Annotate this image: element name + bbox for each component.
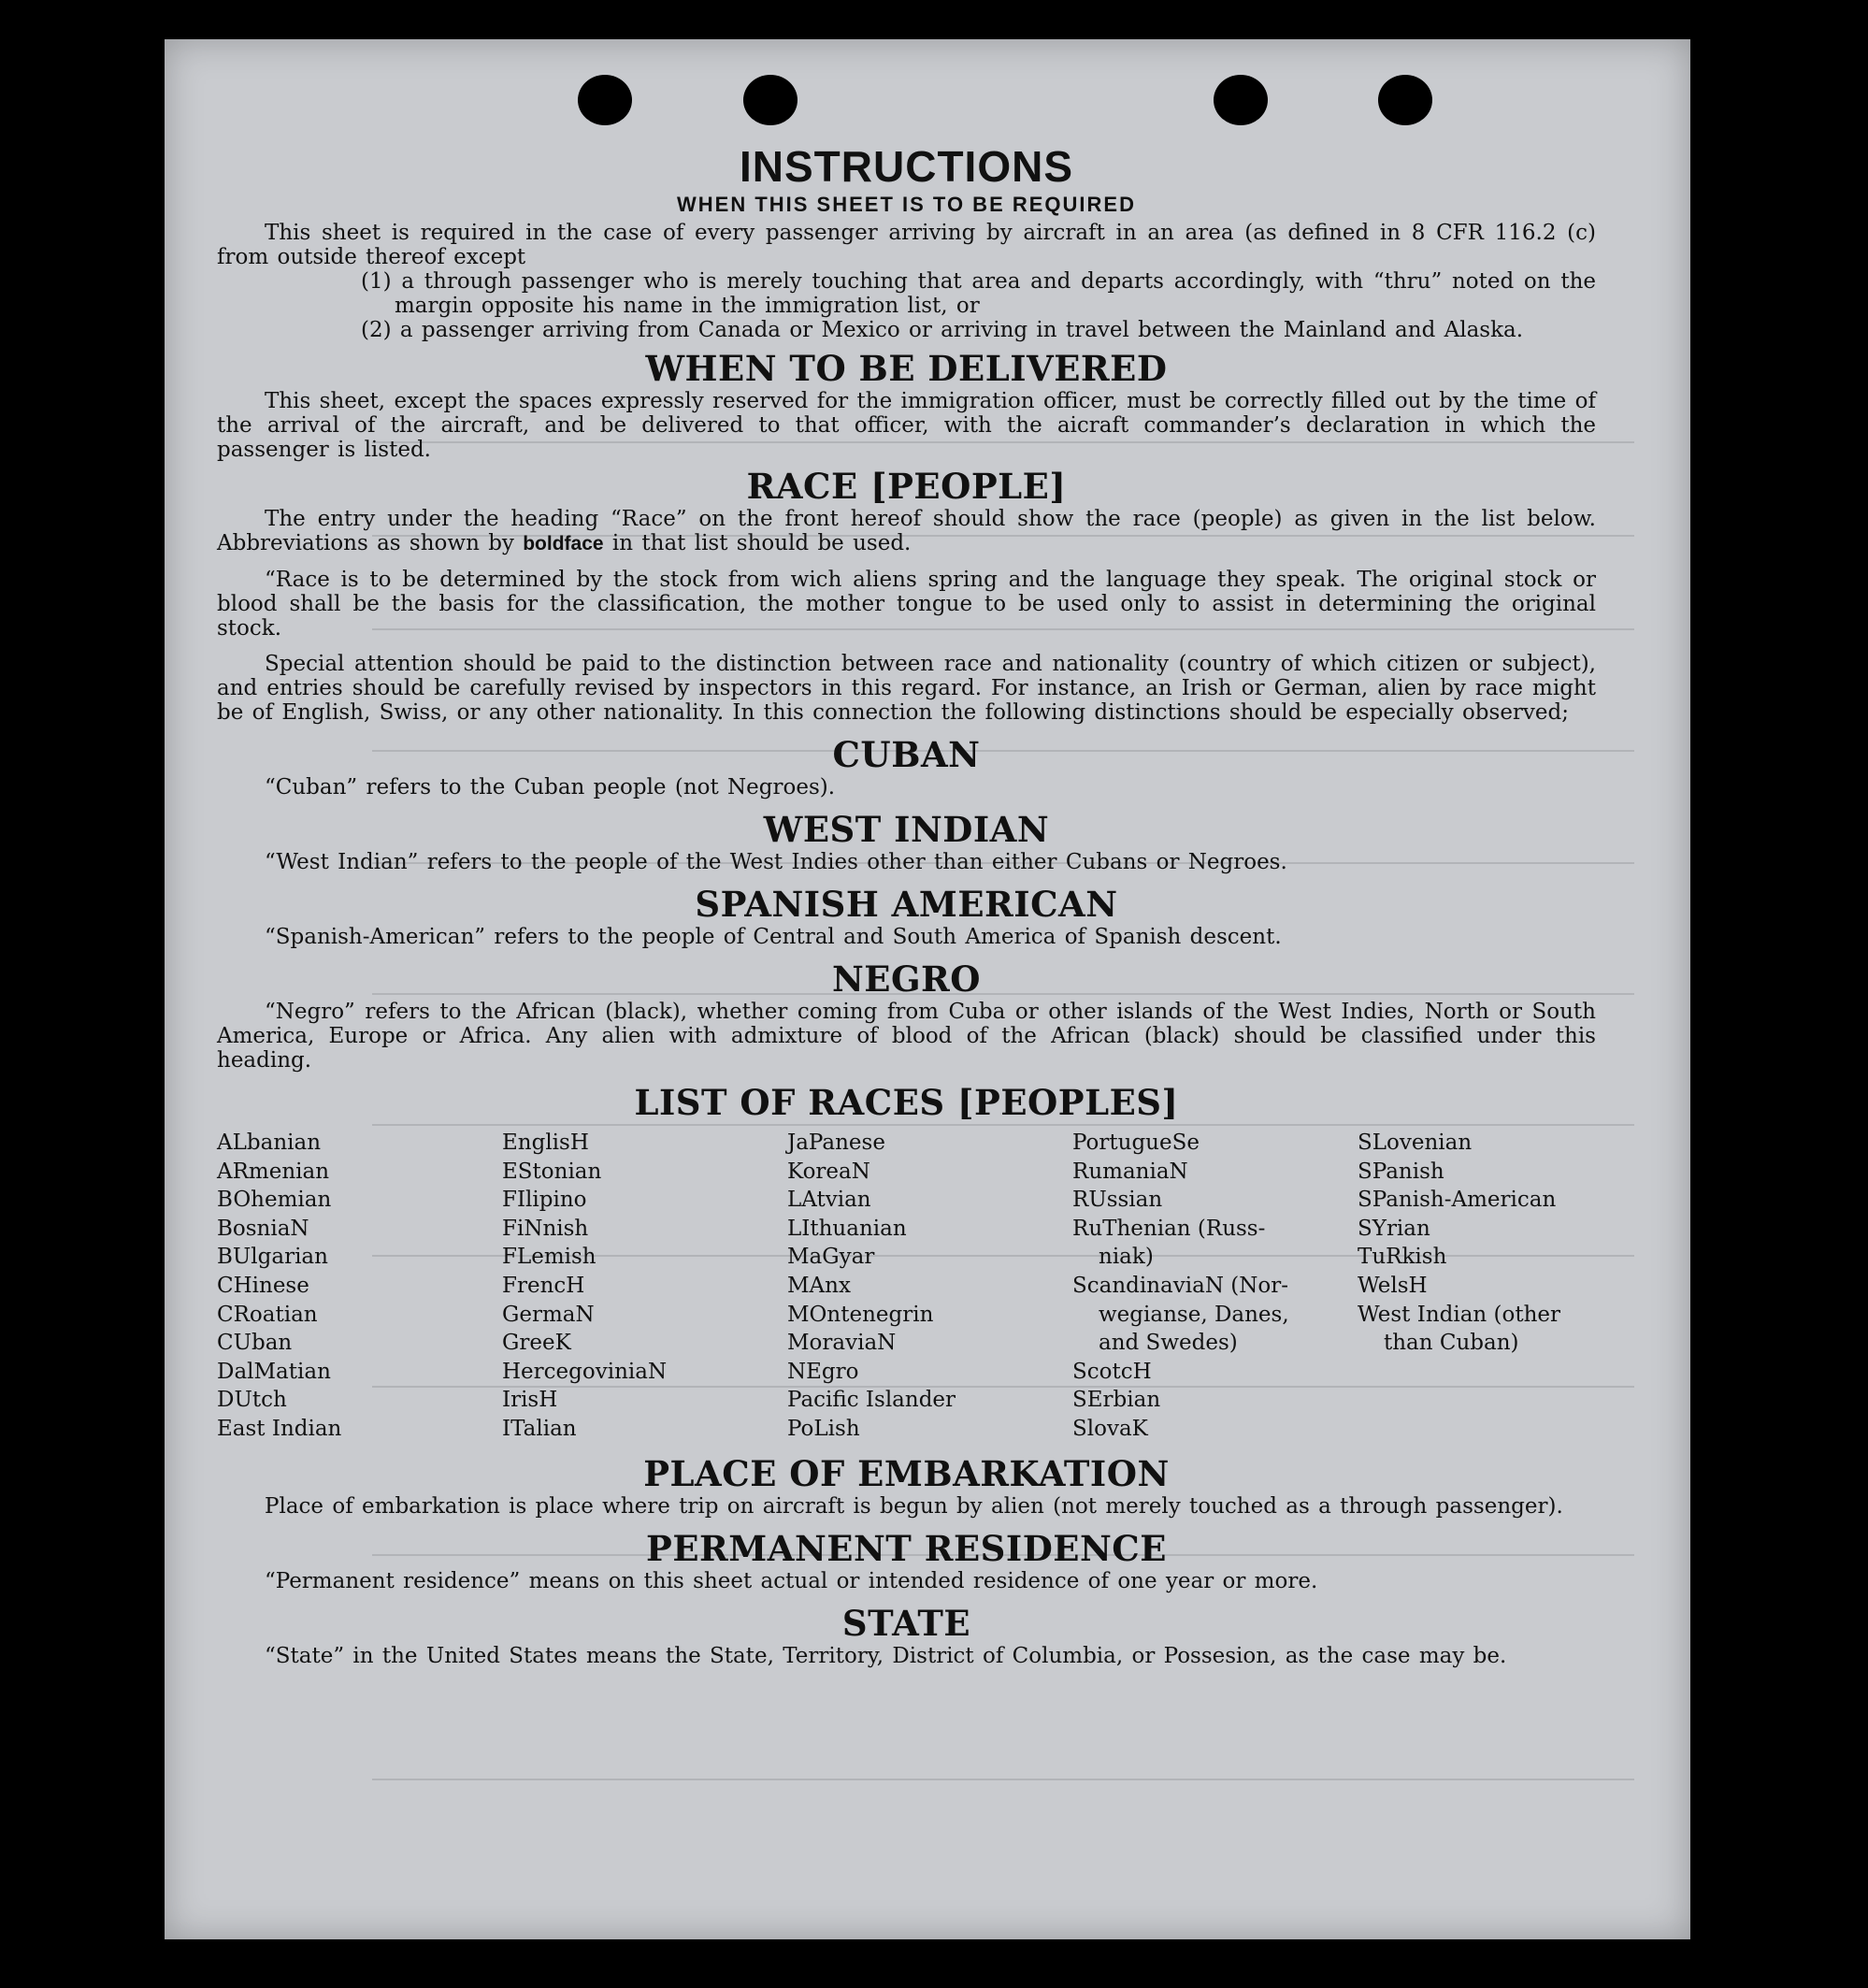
list-of-races-heading: LIST OF RACES [PEOPLES]	[634, 1082, 1179, 1123]
race-entry: RumaniaN	[1072, 1159, 1188, 1184]
embarkation-text: Place of embarkation is place where trip on aircraft is begun by alien (not merely touched as a through passenger).	[265, 1493, 1563, 1519]
negro-text: “Negro” refers to the African (black), whether coming from Cuba or other islands of the West Indies, North or South America, Europe or Africa. Any alien with admixture of blood of the African (black) should be classified under this heading.	[217, 1000, 1596, 1073]
race-entry: MAnx	[787, 1273, 851, 1298]
race-entry: PortugueSe	[1072, 1131, 1200, 1155]
race-entry: ALbanian	[217, 1131, 322, 1155]
race-entry: ARmenian	[217, 1159, 330, 1184]
race-entry: than Cuban)	[1384, 1331, 1519, 1356]
negro-heading: NEGRO	[831, 958, 982, 1000]
spanish-american-text: “Spanish-American” refers to the people of Central and South America of Spanish descent.	[265, 925, 1282, 949]
race-entry: ITalian	[502, 1416, 577, 1441]
race-entry: WelsH	[1358, 1273, 1428, 1298]
race-p1-bold: boldface	[523, 533, 604, 555]
cuban-heading: CUBAN	[832, 734, 981, 775]
race-entry: GreeK	[502, 1331, 571, 1356]
punch-hole	[1214, 75, 1268, 125]
race-entry: TuRkish	[1358, 1245, 1447, 1270]
race-entry: BUlgarian	[217, 1245, 328, 1270]
race-entry: IrisH	[502, 1388, 558, 1413]
race-entry: DUtch	[217, 1388, 287, 1413]
race-entry: RUssian	[1072, 1188, 1163, 1213]
race-entry: CHinese	[217, 1273, 309, 1298]
cuban-text: “Cuban” refers to the Cuban people (not Negroes).	[265, 775, 836, 800]
race-p1-after: in that list should be used.	[611, 531, 912, 555]
exception-2: (2) a passenger arriving from Canada or Mexico or arriving in travel between the Mainland and Alaska.	[361, 318, 1524, 342]
race-entry: MoraviaN	[787, 1331, 897, 1356]
race-entry: FrencH	[502, 1273, 585, 1298]
race-entry: EnglisH	[502, 1131, 589, 1155]
race-entry: wegianse, Danes,	[1099, 1302, 1289, 1327]
races-list	[217, 1129, 1596, 1444]
document-sheet	[165, 39, 1690, 1939]
race-entry: HercegoviniaN	[502, 1359, 668, 1384]
state-text: “State” in the United States means the State, Territory, District of Columbia, or Possesion, as the case may be.	[265, 1643, 1507, 1668]
race-entry: East Indian	[217, 1416, 342, 1441]
instructions-content	[217, 142, 1596, 1668]
race-entry: PoLish	[787, 1416, 860, 1441]
delivered-text: This sheet, except the spaces expressly reserved for the immigration officer, must be correctly filled out by the time of the arrival of the aircraft, and be delivered to that officer, with the aicraft commander’s declaration in which the passenger is listed.	[217, 389, 1596, 462]
race-entry: SErbian	[1072, 1388, 1161, 1413]
races-column	[502, 1129, 787, 1444]
race-entry: FLemish	[502, 1245, 596, 1270]
state-heading: STATE	[841, 1602, 971, 1644]
race-entry: MaGyar	[787, 1245, 875, 1270]
race-paragraph-1	[217, 507, 1596, 556]
race-entry: Pacific Islander	[787, 1388, 956, 1413]
race-entry: SYrian	[1358, 1216, 1430, 1241]
delivered-heading: WHEN TO BE DELIVERED	[645, 348, 1168, 389]
punch-hole	[578, 75, 632, 125]
residence-text: “Permanent residence” means on this sheet actual or intended residence of one year or more.	[265, 1568, 1318, 1593]
race-entry: FIlipino	[502, 1188, 587, 1213]
west-indian-heading: WEST INDIAN	[763, 809, 1050, 850]
instructions-subtitle: WHEN THIS SHEET IS TO BE REQUIRED	[677, 193, 1136, 216]
race-entry: niak)	[1099, 1245, 1154, 1270]
race-entry: ScotcH	[1072, 1359, 1152, 1384]
race-entry: LIthuanian	[787, 1216, 907, 1241]
race-entry: CUban	[217, 1331, 293, 1356]
race-entry: ScandinaviaN (Nor-	[1072, 1273, 1288, 1298]
spanish-american-heading: SPANISH AMERICAN	[695, 884, 1118, 925]
race-entry: SPanish-American	[1358, 1188, 1557, 1213]
embarkation-heading: PLACE OF EMBARKATION	[643, 1452, 1170, 1494]
exception-1: (1) a through passenger who is merely touching that area and departs accordingly, with “thru” noted on the margin opposite his name in the immigration list, or	[361, 269, 1596, 318]
race-entry: CRoatian	[217, 1302, 318, 1327]
race-entry: SPanish	[1358, 1159, 1444, 1184]
west-indian-text: “West Indian” refers to the people of the West Indies other than either Cubans or Negroes.	[265, 850, 1287, 874]
race-paragraph-2: “Race is to be determined by the stock from wich aliens spring and the language they speak. The original stock or blood shall be the basis for the classification, the mother tongue to be used only to assist in determining the original stock.	[217, 568, 1596, 641]
punch-hole	[1378, 75, 1432, 125]
races-column	[787, 1129, 1072, 1444]
race-entry: RuThenian (Russ-	[1072, 1216, 1266, 1241]
instructions-title: INSTRUCTIONS	[740, 142, 1073, 191]
race-entry: JaPanese	[787, 1131, 885, 1155]
race-entry: BosniaN	[217, 1216, 309, 1241]
races-column	[217, 1129, 502, 1444]
race-heading: RACE [PEOPLE]	[746, 466, 1067, 507]
instructions-intro: This sheet is required in the case of every passenger arriving by aircraft in an area (as defined in 8 CFR 116.2 (c) from outside thereof except	[217, 221, 1596, 269]
race-entry: SLovenian	[1358, 1131, 1473, 1155]
punch-hole	[743, 75, 797, 125]
race-entry: SlovaK	[1072, 1416, 1148, 1441]
race-entry: EStonian	[502, 1159, 602, 1184]
race-entry: DalMatian	[217, 1359, 331, 1384]
race-entry: NEgro	[787, 1359, 859, 1384]
race-entry: and Swedes)	[1099, 1331, 1238, 1356]
races-column	[1358, 1129, 1629, 1444]
race-paragraph-3: Special attention should be paid to the distinction between race and nationality (country of which citizen or subject), and entries should be carefully revised by inspectors in this regard. For instance, an Irish or German, alien by race might be of English, Swiss, or any other nationality. In this connection the following distinctions should be especially observed;	[217, 652, 1596, 725]
race-entry: LAtvian	[787, 1188, 871, 1213]
race-entry: KoreaN	[787, 1159, 870, 1184]
race-entry: FiNnish	[502, 1216, 589, 1241]
race-entry: MOntenegrin	[787, 1302, 934, 1327]
residence-heading: PERMANENT RESIDENCE	[646, 1527, 1167, 1569]
race-entry: GermaN	[502, 1302, 595, 1327]
races-column	[1072, 1129, 1358, 1444]
race-entry: West Indian (other	[1358, 1302, 1561, 1327]
race-entry: BOhemian	[217, 1188, 332, 1213]
race-p1-before: The entry under the heading “Race” on the front hereof should show the race (people) as given in the list below. Abbreviations as shown by	[217, 507, 1596, 555]
